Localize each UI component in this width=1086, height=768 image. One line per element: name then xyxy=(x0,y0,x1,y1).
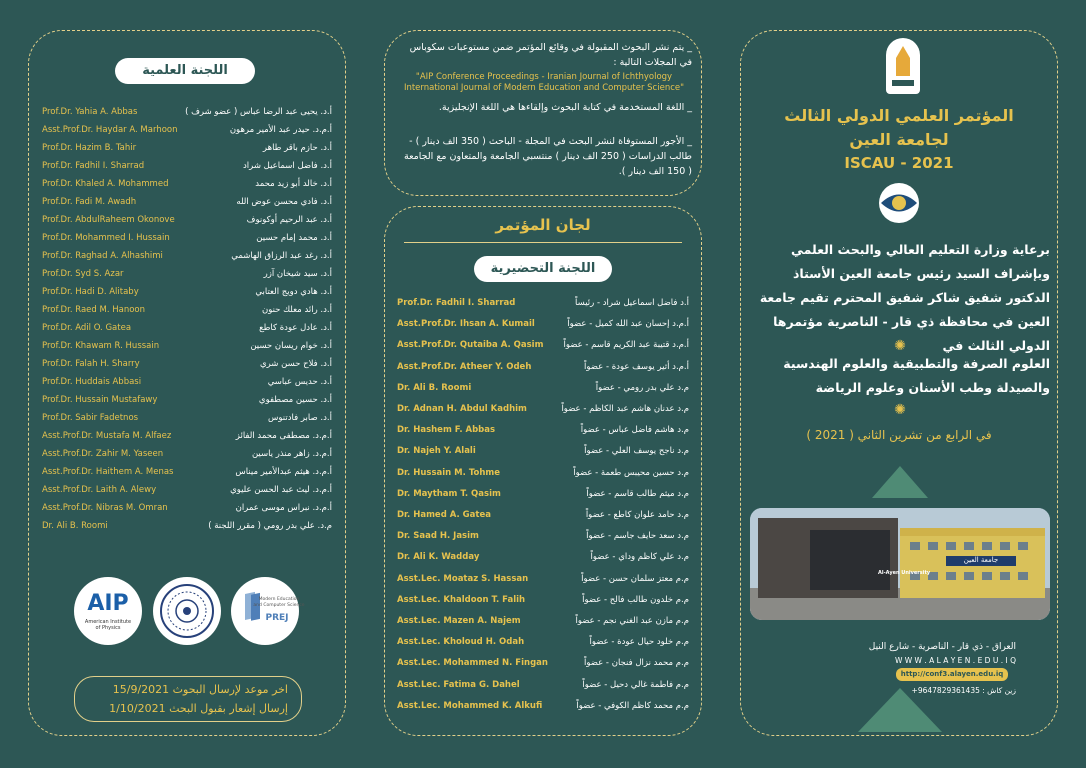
website[interactable]: W W W . A L A Y E N . E D U . I Q xyxy=(894,656,1016,665)
publication-scopus: _ يتم نشر البحوث المقبولة في وقائع المؤتمر ضمن مستوعبات سكوباس في المجلات التالية : xyxy=(409,42,692,68)
preparatory-committee-title: اللجنة التحضيرية xyxy=(474,256,612,282)
member-name-en: Dr. Adnan H. Abdul Kadhim xyxy=(397,404,527,414)
building-sign-ar: جامعة العين xyxy=(963,556,999,564)
member-name-en: Asst.Prof.Dr. Laith A. Alewy xyxy=(42,485,157,495)
member-name-ar: أ.د. رغد عبد الرزاق الهاشمي xyxy=(231,251,332,261)
member-name-en: Asst.Prof.Dr. Ihsan A. Kumail xyxy=(397,319,535,330)
member-name-ar: أ.م.د. زاهر منذر ياسين xyxy=(251,449,332,459)
committee-member-row xyxy=(42,481,332,499)
member-name-en: Prof.Dr. Fadi M. Awadh xyxy=(42,197,137,207)
member-name-ar: أ.د. محمد إمام حسين xyxy=(256,233,332,243)
committee-member-row xyxy=(397,379,689,397)
committee-member-row xyxy=(42,139,332,157)
committee-member-row xyxy=(42,211,332,229)
member-name-ar: أ.م.د أثير يوسف عودة - عضواً xyxy=(584,361,689,372)
member-name-en: Dr. Saad H. Jasim xyxy=(397,531,479,542)
committee-member-row xyxy=(397,400,689,418)
member-name-en: Asst.Lec. Moataz S. Hassan xyxy=(397,573,529,584)
member-name-en: Asst.Lec. Mohammed N. Fingan xyxy=(397,658,548,669)
committee-member-row xyxy=(42,265,332,283)
member-name-en: Prof.Dr. Fadhil I. Sharrad xyxy=(397,298,516,308)
member-name-ar: م.د حامد علوان كاطع - عضواً xyxy=(585,510,689,520)
member-name-en: Prof.Dr. Huddais Abbasi xyxy=(42,377,142,387)
committee-member-row xyxy=(397,315,689,333)
committee-member-row xyxy=(42,283,332,301)
committee-member-row xyxy=(397,676,689,694)
conference-eye-logo xyxy=(874,178,924,228)
member-name-en: Asst.Prof.Dr. Zahir M. Yaseen xyxy=(42,449,164,459)
member-name-en: Dr. Ali K. Wadday xyxy=(397,552,480,563)
committee-member-row xyxy=(397,654,689,672)
member-name-en: Prof.Dr. Raed M. Hanoon xyxy=(42,305,145,315)
member-name-en: Asst.Lec. Mohammed K. Alkufi xyxy=(397,700,543,711)
member-name-ar: م.م مازن عبد الغني نجم - عضواً xyxy=(575,616,689,626)
committee-member-row xyxy=(42,157,332,175)
member-name-ar: م.د علي بدر رومي - عضواً xyxy=(595,382,689,393)
member-name-ar: م.د ميثم طالب قاسم - عضواً xyxy=(586,488,689,499)
contact-number: زين كاش : 9647829361435+ xyxy=(911,686,1016,695)
publication-journals: "AIP Conference Proceedings - Iranian Journal of Ichthyology International Journal of Modern Education and Computer Science" xyxy=(403,72,685,93)
member-name-ar: أ.د فاضل اسماعيل شراد - رئيساً xyxy=(575,298,689,308)
member-name-en: Asst.Lec. Fatima G. Dahel xyxy=(397,679,520,690)
committee-member-row xyxy=(42,391,332,409)
committee-member-row xyxy=(42,517,332,535)
committee-member-row xyxy=(397,548,689,566)
publication-fees: _ الأجور المستوفاة لنشر البحث في المجلة - الباحث ( 350 الف دينار ) - طالب الدراسات ( 250 الف دينار ) منتسبي الجامعة والمتعاون مع الجامعة ( 150 الف دينار ). xyxy=(404,136,692,177)
university-name: لجامعة العين xyxy=(849,130,949,149)
member-name-ar: م.د حسين محيبس طعمة - عضواً xyxy=(573,467,689,478)
member-name-en: Asst.Prof.Dr. Mustafa M. Alfaez xyxy=(42,431,172,441)
triangle-decoration xyxy=(872,466,928,498)
member-name-en: Asst.Prof.Dr. Atheer Y. Odeh xyxy=(397,361,532,372)
member-name-ar: م.م خلدون طالب فالح - عضواً xyxy=(582,594,689,605)
conference-code: ISCAU - 2021 xyxy=(844,154,954,172)
member-name-en: Asst.Prof.Dr. Qutaiba A. Qasim xyxy=(397,340,544,351)
member-name-ar: م.م معتز سلمان حسن - عضواً xyxy=(581,573,689,584)
member-name-en: Dr. Hamed A. Gatea xyxy=(397,510,491,520)
member-name-ar: أ.د. خوام ريسان حسين xyxy=(250,341,332,351)
member-name-ar: أ.م.د قتيبة عبد الكريم قاسم - عضواً xyxy=(563,340,689,351)
committee-member-row xyxy=(397,336,689,354)
member-name-ar: أ.م.د. نبراس موسى عمران xyxy=(235,503,332,513)
committee-member-row xyxy=(42,319,332,337)
committee-member-row xyxy=(42,427,332,445)
member-name-ar: أ.د. حسين مصطفوي xyxy=(258,395,332,405)
committee-member-row xyxy=(42,121,332,139)
member-name-ar: أ.م.د. حيدر عبد الأمير مرهون xyxy=(229,125,332,135)
member-name-en: Prof.Dr. Khaled A. Mohammed xyxy=(42,179,169,189)
member-name-en: Asst.Lec. Khaldoon T. Falih xyxy=(397,594,526,605)
member-name-ar: م.د علي كاظم وداي - عضواً xyxy=(590,552,689,563)
member-name-ar: م.د. علي بدر رومي ( مقرر اللجنة ) xyxy=(208,521,332,531)
committee-member-row xyxy=(397,633,689,651)
member-name-ar: م.م محمد كاظم الكوفي - عضواً xyxy=(576,700,689,711)
member-name-en: Asst.Lec. Mazen A. Najem xyxy=(397,616,521,626)
committee-member-row xyxy=(42,409,332,427)
member-name-en: Prof.Dr. AbdulRaheem Okonove xyxy=(42,215,175,225)
triangle-decoration xyxy=(858,688,942,732)
committee-member-row xyxy=(42,175,332,193)
member-name-en: Asst.Prof.Dr. Haithem A. Menas xyxy=(42,467,174,477)
member-name-ar: م.م فاطمة غالي دحيل - عضواً xyxy=(582,679,689,690)
address: العراق - ذي قار - الناصرية - شارع النيل xyxy=(868,642,1016,652)
committee-member-row xyxy=(42,355,332,373)
aip-logo-text: AIP xyxy=(87,591,129,616)
committee-member-row xyxy=(397,358,689,376)
committee-member-row xyxy=(42,103,332,121)
deadline-acceptance: إرسال إشعار بقبول البحث 1/10/2021 xyxy=(109,702,288,715)
member-name-ar: أ.د. خالد أبو زيد محمد xyxy=(255,179,332,189)
member-name-en: Prof.Dr. Yahia A. Abbas xyxy=(42,107,138,117)
conference-url[interactable]: http://conf3.alayen.edu.iq xyxy=(896,668,1008,681)
publication-language: _ اللغة المستخدمة في كتابة البحوث وإلقاءها هي اللغة الإنجليزية. xyxy=(438,102,692,113)
member-name-en: Dr. Ali B. Roomi xyxy=(42,521,108,531)
flower-icon: ✺ xyxy=(894,402,906,418)
committee-member-row xyxy=(42,463,332,481)
member-name-en: Dr. Maytham T. Qasim xyxy=(397,488,501,499)
committee-member-row xyxy=(397,442,689,460)
member-name-ar: أ.م.د إحسان عبد الله كميل - عضواً xyxy=(567,319,689,330)
member-name-en: Prof.Dr. Hadi D. Alitaby xyxy=(42,287,139,297)
member-name-ar: أ.م.د. مصطفى محمد الفائز xyxy=(235,431,332,441)
member-name-ar: م.د هاشم فاضل عباس - عضواً xyxy=(580,425,689,436)
committee-member-row xyxy=(397,294,689,312)
committee-member-row xyxy=(397,485,689,503)
committee-member-row xyxy=(42,337,332,355)
aip-logo: AIP American Institute of Physics xyxy=(74,577,142,645)
member-name-ar: أ.د. صابر فادتنوس xyxy=(268,413,332,423)
committee-member-row xyxy=(397,591,689,609)
member-name-ar: م.د عدنان هاشم عبد الكاظم - عضواً xyxy=(561,404,689,414)
committee-member-row xyxy=(42,193,332,211)
committee-member-row xyxy=(397,527,689,545)
member-name-ar: م.م محمد نزال فنجان - عضواً xyxy=(584,658,689,669)
conference-date: في الرابع من تشرين الثاني ( 2021 ) xyxy=(806,428,992,442)
conference-fields: العلوم الصرفة والتطبيقية والعلوم الهندسية والصيدلة وطب الأسنان وعلوم الرياضة xyxy=(783,356,1050,395)
member-name-en: Asst.Prof.Dr. Nibras M. Omran xyxy=(42,503,168,513)
member-name-en: Dr. Najeh Y. Alali xyxy=(397,446,476,457)
member-name-ar: أ.م.د. هيثم عبدالأمير ميناس xyxy=(235,467,332,477)
committees-title: لجان المؤتمر xyxy=(495,216,591,234)
member-name-en: Asst.Prof.Dr. Haydar A. Marhoon xyxy=(42,125,178,135)
committee-member-row xyxy=(42,499,332,517)
committee-member-row xyxy=(397,421,689,439)
committee-member-row xyxy=(397,464,689,482)
journal-seal-logo xyxy=(153,577,221,645)
committee-member-row xyxy=(397,570,689,588)
committee-member-row xyxy=(42,301,332,319)
member-name-en: Dr. Hussain M. Tohme xyxy=(397,467,500,478)
member-name-ar: أ.د. حديس عباسي xyxy=(267,377,332,387)
member-name-en: Prof.Dr. Sabir Fadetnos xyxy=(42,413,139,423)
member-name-en: Prof.Dr. Hussain Mustafawy xyxy=(42,395,158,405)
member-name-en: Prof.Dr. Mohammed I. Hussain xyxy=(42,233,170,243)
member-name-ar: أ.د. فاضل اسماعيل شراد xyxy=(243,161,332,171)
member-name-ar: أ.د. رائد معلك حنون xyxy=(261,305,332,315)
committee-member-row xyxy=(397,506,689,524)
prej-logo: Modern Education and Computer Science PREJ xyxy=(231,577,299,645)
member-name-en: Prof.Dr. Fadhil I. Sharrad xyxy=(42,161,145,171)
member-name-ar: أ.د. سيد شيخان آزر xyxy=(263,269,332,279)
member-name-ar: أ.د. عبد الرحيم أوكونوف xyxy=(246,215,332,225)
committee-member-row xyxy=(42,445,332,463)
member-name-ar: أ.د. فلاح حسن شري xyxy=(259,359,332,369)
committee-member-row xyxy=(42,373,332,391)
university-building-photo xyxy=(750,508,1050,620)
member-name-en: Dr. Hashem F. Abbas xyxy=(397,425,496,436)
committee-member-row xyxy=(397,612,689,630)
member-name-ar: م.د سعد حايف جاسم - عضواً xyxy=(586,531,689,542)
member-name-en: Prof.Dr. Khawam R. Hussain xyxy=(42,341,160,351)
member-name-en: Asst.Lec. Kholoud H. Odah xyxy=(397,637,525,648)
scientific-committee-title: اللجنة العلمية xyxy=(115,58,255,84)
member-name-en: Prof.Dr. Raghad A. Alhashimi xyxy=(42,251,163,261)
conference-title: المؤتمر العلمي الدولي الثالث xyxy=(784,106,1014,125)
flower-icon: ✺ xyxy=(894,338,906,354)
committee-member-row xyxy=(42,247,332,265)
deadline-submission: اخر موعد لإرسال البحوث 15/9/2021 xyxy=(112,683,288,696)
committees-title-underline xyxy=(404,242,682,243)
member-name-ar: أ.د. فادي محسن عوض الله xyxy=(236,197,332,207)
member-name-en: Prof.Dr. Adil O. Gatea xyxy=(42,323,132,333)
member-name-en: Prof.Dr. Syd S. Azar xyxy=(42,269,124,279)
member-name-ar: أ.د. يحيى عبد الرضا عباس ( عضو شرف ) xyxy=(185,107,332,117)
committee-member-row xyxy=(397,697,689,715)
member-name-ar: م.م خلود حيال عودة - عضواً xyxy=(589,637,689,648)
member-name-ar: م.د ناجح يوسف العلي - عضواً xyxy=(584,446,689,457)
member-name-ar: أ.د. حازم باقر طاهر xyxy=(262,143,332,153)
member-name-ar: أ.د. هادي دويج العتابي xyxy=(255,287,332,297)
building-sign-en: Al-Ayen University xyxy=(878,570,931,576)
member-name-ar: أ.م.د. ليث عبد الحسن عليوي xyxy=(230,485,332,495)
sponsorship-text: برعاية وزارة التعليم العالي والبحث العلمي وبإشراف السيد رئيس جامعة العين الأستاذ الدكتور شفيق شاكر شفيق المحترم تقيم جامعة العين في محافظة ذي قار - الناصرية مؤتمرها الدولي الثالث في xyxy=(759,242,1050,353)
member-name-en: Dr. Ali B. Roomi xyxy=(397,382,472,393)
university-logo xyxy=(886,38,920,94)
member-name-en: Prof.Dr. Hazim B. Tahir xyxy=(42,143,137,153)
committee-member-row xyxy=(42,229,332,247)
member-name-en: Prof.Dr. Falah H. Sharry xyxy=(42,359,140,369)
member-name-ar: أ.د. عادل عودة كاطع xyxy=(259,323,332,333)
